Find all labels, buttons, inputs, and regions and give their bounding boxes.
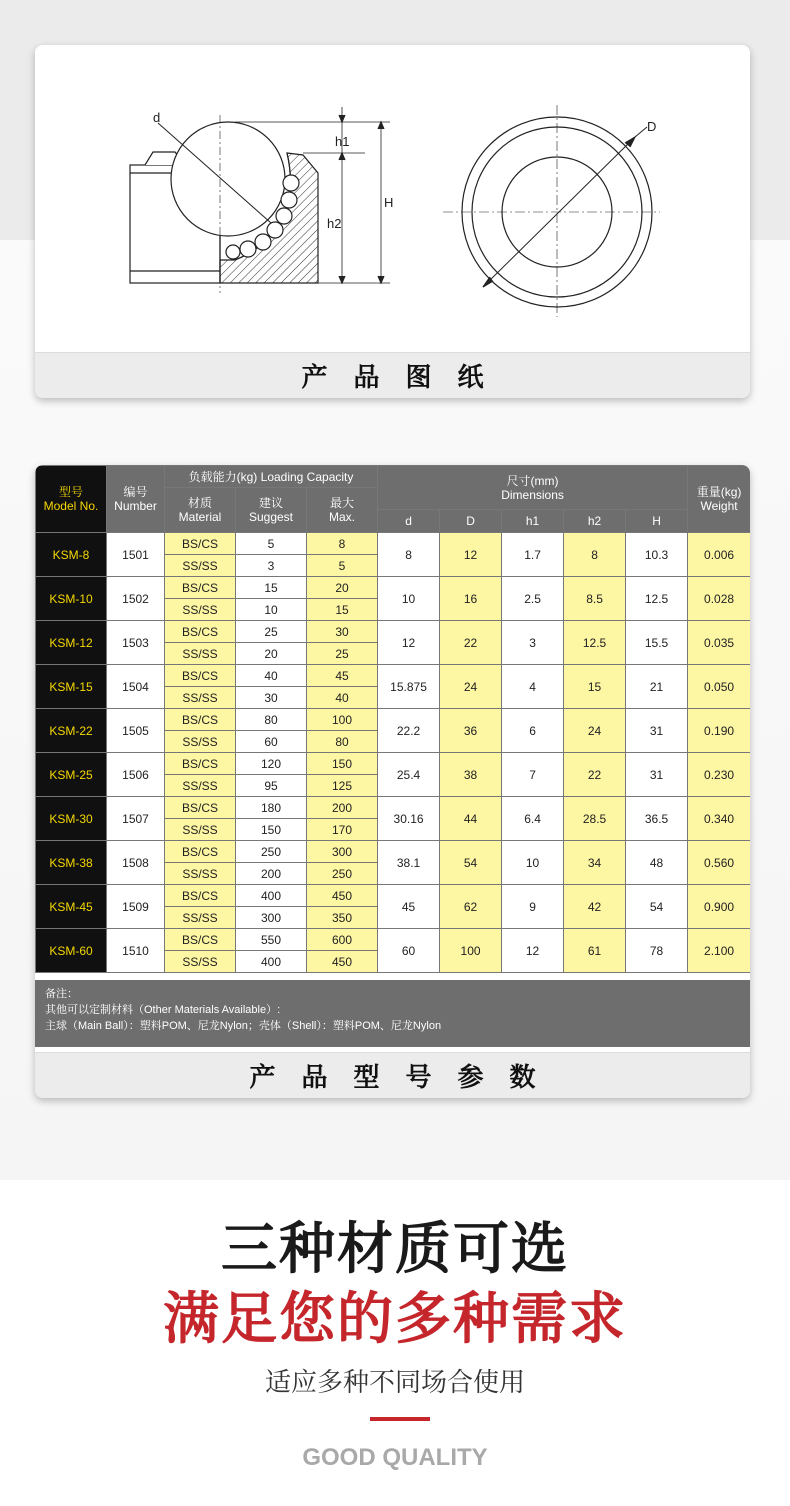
spec-table-body: [36, 533, 751, 973]
cell-weight: 0.035: [688, 621, 750, 665]
cell-material: SS/SS: [165, 731, 236, 753]
cell-max: 80: [307, 731, 378, 753]
header-number-cn: 编号: [123, 485, 148, 499]
table-caption-bar: [35, 1052, 750, 1098]
cell-d: 45: [378, 885, 440, 929]
table-row: [36, 709, 751, 731]
cell-material: BS/CS: [165, 841, 236, 863]
cell-h2: 12.5: [564, 621, 626, 665]
technical-drawing: [35, 45, 750, 352]
cell-h2: 15: [564, 665, 626, 709]
cell-d: 25.4: [378, 753, 440, 797]
quality-tagline: GOOD QUALITY: [302, 1444, 488, 1471]
cell-d: 15.875: [378, 665, 440, 709]
cell-H: 12.5: [626, 577, 688, 621]
cell-H: 48: [626, 841, 688, 885]
header-number: [107, 466, 165, 533]
spec-table-card: [35, 465, 750, 1098]
cell-number: 1501: [107, 533, 165, 577]
cell-model: KSM-22: [36, 709, 107, 753]
cell-material: BS/CS: [165, 753, 236, 775]
header-max-en: Max.: [329, 510, 356, 524]
cell-material: BS/CS: [165, 797, 236, 819]
header-weight-en: Weight: [700, 499, 738, 513]
cell-max: 170: [307, 819, 378, 841]
cell-suggest: 180: [236, 797, 307, 819]
cell-h2: 24: [564, 709, 626, 753]
cell-h1: 10: [502, 841, 564, 885]
cell-H: 78: [626, 929, 688, 973]
cell-suggest: 120: [236, 753, 307, 775]
cell-material: SS/SS: [165, 555, 236, 577]
cell-suggest: 25: [236, 621, 307, 643]
label-d: d: [153, 110, 161, 125]
cell-h1: 2.5: [502, 577, 564, 621]
cell-max: 125: [307, 775, 378, 797]
cell-h2: 8: [564, 533, 626, 577]
cell-number: 1509: [107, 885, 165, 929]
header-suggest-en: Suggest: [248, 510, 294, 524]
drawing-card: [35, 45, 750, 398]
header-weight: [688, 466, 750, 533]
cell-weight: 0.230: [688, 753, 750, 797]
cell-d: 10: [378, 577, 440, 621]
cell-d: 38.1: [378, 841, 440, 885]
cell-max: 600: [307, 929, 378, 951]
cell-d: 12: [378, 621, 440, 665]
cell-model: KSM-8: [36, 533, 107, 577]
top-view: [443, 105, 660, 317]
cell-H: 31: [626, 753, 688, 797]
table-row: [36, 841, 751, 863]
cell-D: 24: [440, 665, 502, 709]
promo-subtitle: 适应多种不同场合使用: [264, 1368, 525, 1398]
cell-suggest: 20: [236, 643, 307, 665]
header-H: H: [626, 510, 688, 533]
header-model-en: Model No.: [43, 499, 99, 513]
cell-number: 1508: [107, 841, 165, 885]
header-dimensions: [378, 466, 688, 510]
cell-model: KSM-12: [36, 621, 107, 665]
table-row: [36, 533, 751, 555]
cell-material: BS/CS: [165, 709, 236, 731]
cell-material: SS/SS: [165, 819, 236, 841]
cell-d: 8: [378, 533, 440, 577]
header-capacity: 负载能力(kg) Loading Capacity: [165, 466, 378, 488]
cell-material: SS/SS: [165, 863, 236, 885]
cell-number: 1505: [107, 709, 165, 753]
cell-material: SS/SS: [165, 951, 236, 973]
cell-suggest: 40: [236, 665, 307, 687]
header-h1: h1: [502, 510, 564, 533]
cell-suggest: 250: [236, 841, 307, 863]
cell-suggest: 10: [236, 599, 307, 621]
cell-h1: 1.7: [502, 533, 564, 577]
label-h2: h2: [327, 216, 342, 231]
cell-weight: 0.050: [688, 665, 750, 709]
cell-material: SS/SS: [165, 599, 236, 621]
cell-model: KSM-30: [36, 797, 107, 841]
cell-suggest: 150: [236, 819, 307, 841]
cell-max: 250: [307, 863, 378, 885]
cell-material: BS/CS: [165, 885, 236, 907]
cell-max: 300: [307, 841, 378, 863]
spec-table: [35, 465, 750, 973]
table-row: [36, 885, 751, 907]
cell-h1: 6: [502, 709, 564, 753]
cell-d: 60: [378, 929, 440, 973]
cell-h2: 28.5: [564, 797, 626, 841]
cell-material: SS/SS: [165, 687, 236, 709]
note-line: 备注：: [45, 988, 78, 1000]
cell-max: 20: [307, 577, 378, 599]
ball-transfer-drawing: [35, 45, 750, 352]
cell-D: 12: [440, 533, 502, 577]
header-max: [307, 488, 378, 533]
table-row: [36, 577, 751, 599]
header-material-cn: 材质: [187, 496, 212, 510]
cell-D: 54: [440, 841, 502, 885]
cell-suggest: 400: [236, 885, 307, 907]
cell-max: 350: [307, 907, 378, 929]
cell-max: 150: [307, 753, 378, 775]
cell-max: 450: [307, 951, 378, 973]
header-material: [165, 488, 236, 533]
cell-suggest: 200: [236, 863, 307, 885]
cell-max: 100: [307, 709, 378, 731]
cell-H: 54: [626, 885, 688, 929]
cell-max: 25: [307, 643, 378, 665]
cell-suggest: 300: [236, 907, 307, 929]
header-d: d: [378, 510, 440, 533]
cell-material: BS/CS: [165, 533, 236, 555]
header-max-cn: 最大: [330, 496, 355, 510]
cell-material: SS/SS: [165, 643, 236, 665]
cell-material: BS/CS: [165, 621, 236, 643]
drawing-caption: 产品图纸: [301, 363, 510, 393]
cell-suggest: 550: [236, 929, 307, 951]
header-dim-cn: 尺寸(mm): [506, 473, 559, 488]
cell-D: 100: [440, 929, 502, 973]
cell-D: 44: [440, 797, 502, 841]
cell-h1: 7: [502, 753, 564, 797]
table-caption: 产品型号参数: [249, 1063, 562, 1093]
header-suggest: [236, 488, 307, 533]
cell-suggest: 5: [236, 533, 307, 555]
cell-D: 16: [440, 577, 502, 621]
cell-H: 31: [626, 709, 688, 753]
cell-material: BS/CS: [165, 929, 236, 951]
cell-model: KSM-38: [36, 841, 107, 885]
side-view: [130, 107, 390, 293]
label-D: D: [647, 119, 657, 134]
red-divider: [370, 1417, 430, 1421]
cell-H: 10.3: [626, 533, 688, 577]
cell-model: KSM-10: [36, 577, 107, 621]
cell-D: 22: [440, 621, 502, 665]
cell-weight: 0.900: [688, 885, 750, 929]
cell-h1: 3: [502, 621, 564, 665]
cell-max: 450: [307, 885, 378, 907]
cell-D: 38: [440, 753, 502, 797]
cell-model: KSM-25: [36, 753, 107, 797]
cell-H: 21: [626, 665, 688, 709]
cell-model: KSM-15: [36, 665, 107, 709]
cell-weight: 0.190: [688, 709, 750, 753]
header-number-en: Number: [114, 499, 157, 513]
cell-max: 8: [307, 533, 378, 555]
cell-number: 1504: [107, 665, 165, 709]
header-D: D: [440, 510, 502, 533]
cell-number: 1502: [107, 577, 165, 621]
table-row: [36, 753, 751, 775]
cell-d: 22.2: [378, 709, 440, 753]
cell-material: SS/SS: [165, 775, 236, 797]
cell-H: 15.5: [626, 621, 688, 665]
header-h2: h2: [564, 510, 626, 533]
header-suggest-cn: 建议: [258, 496, 283, 510]
cell-suggest: 30: [236, 687, 307, 709]
cell-material: BS/CS: [165, 577, 236, 599]
table-row: [36, 797, 751, 819]
cell-suggest: 3: [236, 555, 307, 577]
cell-number: 1510: [107, 929, 165, 973]
cell-max: 30: [307, 621, 378, 643]
cell-max: 45: [307, 665, 378, 687]
cell-d: 30.16: [378, 797, 440, 841]
cell-h1: 6.4: [502, 797, 564, 841]
cell-H: 36.5: [626, 797, 688, 841]
cell-max: 200: [307, 797, 378, 819]
table-row: [36, 665, 751, 687]
cell-material: BS/CS: [165, 665, 236, 687]
cell-material: SS/SS: [165, 907, 236, 929]
cell-number: 1506: [107, 753, 165, 797]
cell-h2: 61: [564, 929, 626, 973]
promo-title-red: 满足您的多种需求: [163, 1287, 627, 1352]
cell-suggest: 60: [236, 731, 307, 753]
cell-h1: 12: [502, 929, 564, 973]
cell-max: 15: [307, 599, 378, 621]
cell-h2: 34: [564, 841, 626, 885]
cell-h2: 8.5: [564, 577, 626, 621]
cell-h1: 4: [502, 665, 564, 709]
cell-weight: 2.100: [688, 929, 750, 973]
cell-D: 62: [440, 885, 502, 929]
label-h1: h1: [335, 134, 350, 149]
cell-weight: 0.028: [688, 577, 750, 621]
note-line: 主球（Main Ball）：塑料POM、尼龙Nylon；壳体（Shell）：塑料POM、尼龙Nylon: [45, 1020, 442, 1032]
cell-model: KSM-45: [36, 885, 107, 929]
header-model-cn: 型号: [58, 485, 83, 499]
cell-suggest: 80: [236, 709, 307, 731]
header-weight-cn: 重量(kg): [696, 485, 742, 499]
drawing-caption-bar: [35, 352, 750, 398]
cell-h1: 9: [502, 885, 564, 929]
table-row: [36, 621, 751, 643]
cell-max: 5: [307, 555, 378, 577]
cell-suggest: 400: [236, 951, 307, 973]
cell-h2: 42: [564, 885, 626, 929]
table-row: [36, 929, 751, 951]
header-material-en: Material: [178, 510, 222, 524]
promo-title: 三种材质可选: [221, 1217, 569, 1282]
notes-box: [35, 980, 750, 1047]
header-dim-en: Dimensions: [501, 487, 564, 502]
cell-model: KSM-60: [36, 929, 107, 973]
cell-weight: 0.006: [688, 533, 750, 577]
note-line: 其他可以定制材料（Other Materials Available）:: [45, 1004, 281, 1016]
cell-weight: 0.340: [688, 797, 750, 841]
cell-suggest: 95: [236, 775, 307, 797]
header-model: [36, 466, 107, 533]
cell-h2: 22: [564, 753, 626, 797]
cell-number: 1507: [107, 797, 165, 841]
cell-suggest: 15: [236, 577, 307, 599]
cell-max: 40: [307, 687, 378, 709]
cell-number: 1503: [107, 621, 165, 665]
cell-weight: 0.560: [688, 841, 750, 885]
cell-D: 36: [440, 709, 502, 753]
label-H: H: [384, 195, 394, 210]
